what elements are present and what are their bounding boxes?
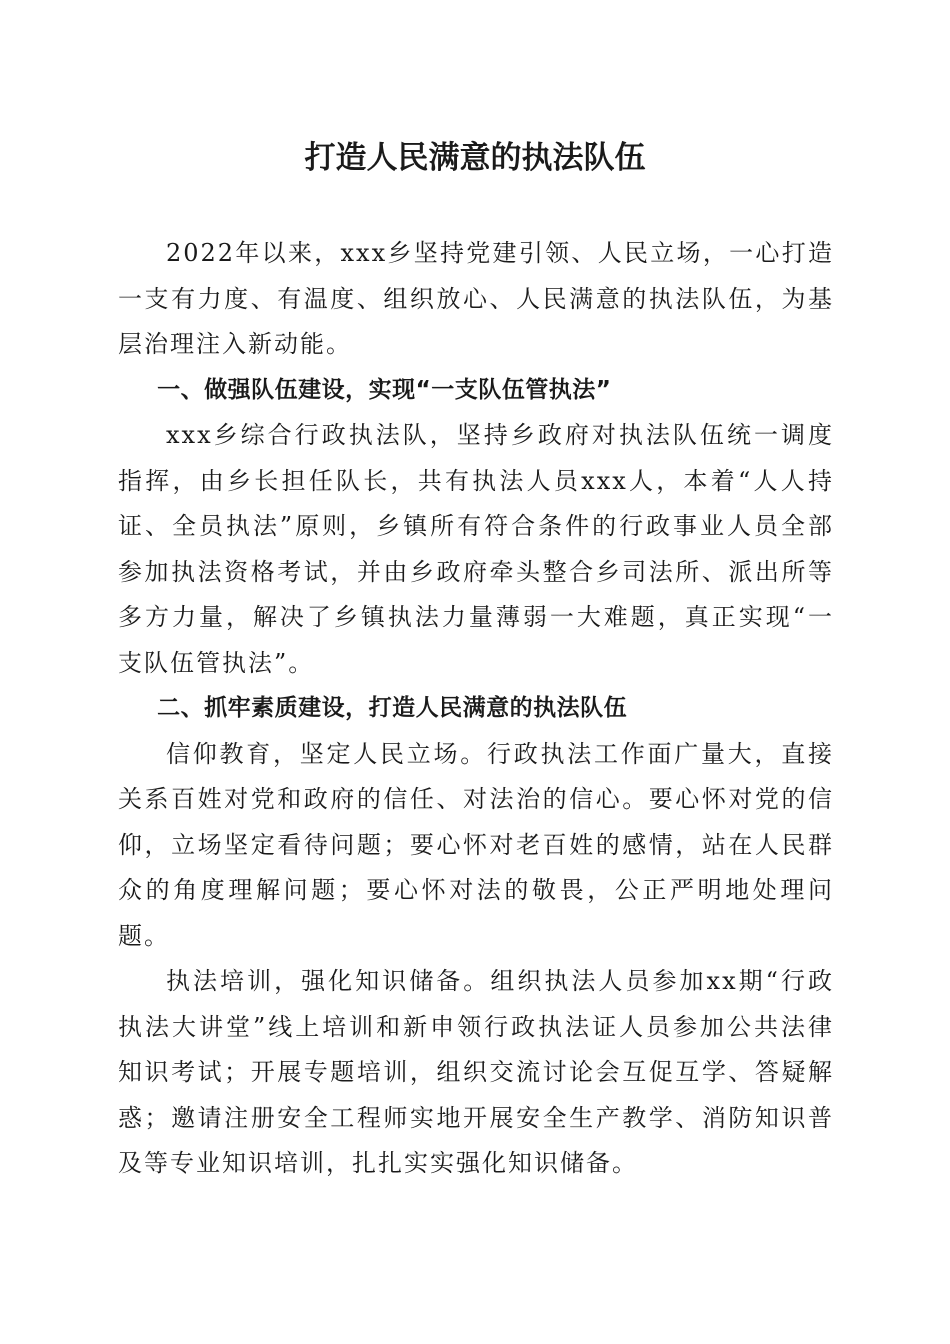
section-2-heading: 二、抓牢素质建设，打造人民满意的执法队伍: [157, 695, 628, 721]
document-title: 打造人民满意的执法队伍: [304, 140, 646, 176]
section-1-heading: 一、做强队伍建设，实现“一支队伍管执法”: [157, 376, 612, 403]
document-body: [118, 231, 834, 1187]
section-1-paragraph: xxx乡综合行政执法队，坚持乡政府对执法队伍统一调度指挥，由乡长担任队长，共有执法人员xxx人，本着“人人持证、全员执法”原则，乡镇所有符合条件的行政事业人员全部参加执法资格考试，并由乡政府牵头整合乡司法所、派出所等多方力量，解决了乡镇执法力量薄弱一大难题，真正实现“一支队伍管执法”。: [118, 421, 834, 677]
section-2-paragraph-1: 信仰教育，坚定人民立场。行政执法工作面广量大，直接关系百姓对党和政府的信任、对法治的信心。要心怀对党的信仰，立场坚定看待问题；要心怀对老百姓的感情，站在人民群众的角度理解问题；要心怀对法的敬畏，公正严明地处理问题。: [118, 739, 834, 950]
intro-paragraph: 2022年以来，xxx乡坚持党建引领、人民立场，一心打造一支有力度、有温度、组织放心、人民满意的执法队伍，为基层治理注入新动能。: [118, 239, 834, 358]
section-2-paragraph-2: 执法培训，强化知识储备。组织执法人员参加xx期“行政执法大讲堂”线上培训和新申领行政执法证人员参加公共法律知识考试；开展专题培训，组织交流讨论会互促互学、答疑解惑；邀请注册安全工程师实地开展安全生产教学、消防知识普及等专业知识培训，扎扎实实强化知识储备。: [118, 967, 834, 1177]
